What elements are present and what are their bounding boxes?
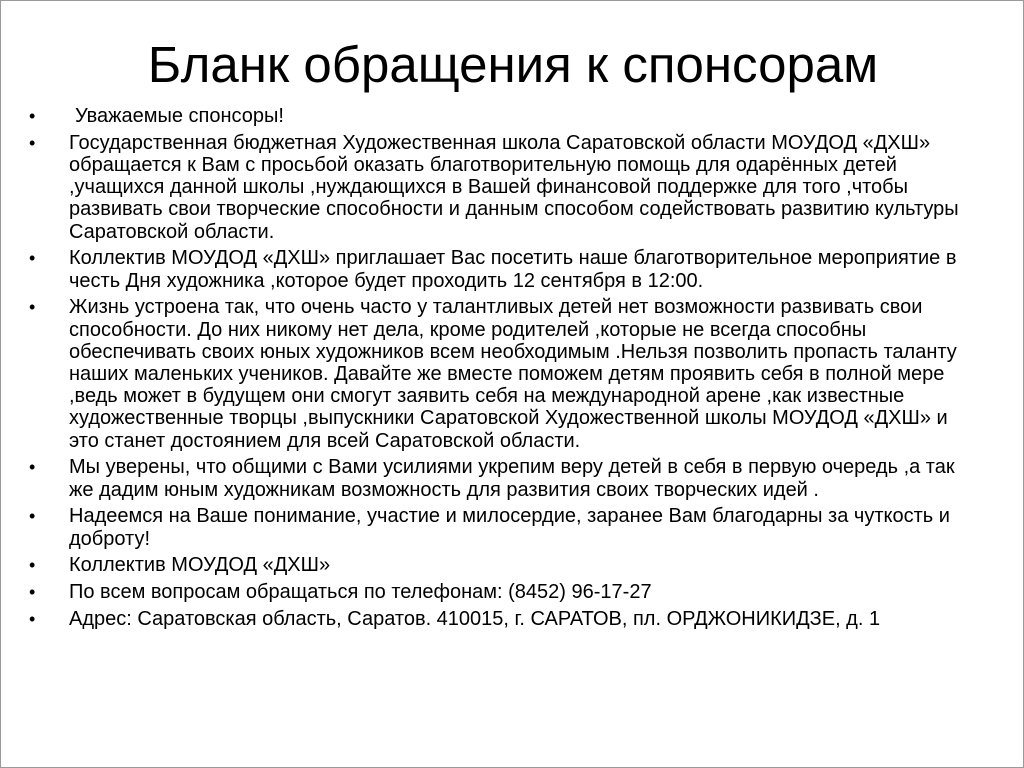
bullet-item-gratitude: [29, 505, 979, 549]
bullet-icon: •: [29, 106, 36, 126]
bullet-item-invitation: [29, 247, 979, 291]
bullet-icon: •: [29, 248, 36, 269]
bullet-text: Надеемся на Ваше понимание, участие и милосердие, заранее Вам благодарны за чуткость и доброту!: [69, 505, 950, 550]
bullet-text: Коллектив МОУДОД «ДХШ» приглашает Вас посетить наше благотворительное мероприятие в честь Дня художника ,которое будет проходить 12 сентября в 12:00.: [69, 247, 957, 292]
bullet-item-request: [29, 132, 979, 243]
bullet-text: Государственная бюджетная Художественная школа Саратовской области МОУДОД «ДХШ» обращается к Вам с просьбой оказать благотворительную помощь для одарённых детей ,учащихся данной школы ,нуждающихся в Вашей финансовой поддержке для того ,чтобы развивать свои творческие способности и данным способом содействовать развитию культуры Саратовской области.: [69, 131, 959, 243]
bullet-text: Адрес: Саратовская область, Саратов. 410015, г. САРАТОВ, пл. ОРДЖОНИКИДЗЕ, д. 1: [69, 608, 881, 631]
bullet-item-appeal: [29, 296, 979, 451]
bullet-icon: •: [29, 297, 36, 318]
bullet-icon: •: [29, 506, 36, 527]
slide-title: Бланк обращения к спонсорам: [147, 36, 879, 93]
bullet-icon: •: [29, 582, 36, 603]
bullet-icon: •: [29, 132, 36, 153]
bullet-text: Коллектив МОУДОД «ДХШ»: [69, 554, 331, 577]
bullet-text: По всем вопросам обращаться по телефонам: (8452) 96-17-27: [69, 581, 652, 604]
bullet-item-phone: [29, 581, 979, 603]
bullet-item-signature: [29, 554, 979, 576]
bullet-text: Уважаемые спонсоры!: [75, 105, 284, 127]
bullet-item-greeting: [29, 105, 979, 127]
bullet-icon: •: [29, 609, 36, 630]
bullet-list: [29, 105, 979, 635]
bullet-icon: •: [29, 457, 36, 478]
bullet-item-address: [29, 608, 979, 630]
bullet-icon: •: [29, 555, 36, 576]
bullet-text: Жизнь устроена так, что очень часто у талантливых детей нет возможности развивать свои способности. До них никому нет дела, кроме родителей ,которые не всегда способны обеспечивать своих юных художников всем необходимым .Нельзя позволить пропасть таланту наших маленьких учеников. Давайте же вместе поможем детям проявить себя в полной мере ,ведь может в будущем они смогут заявить себя на международной арене ,как известные художественные творцы ,выпускники Саратовской Художественной школы МОУДОД «ДХШ» и это станет достоянием для всей Саратовской области.: [69, 296, 957, 452]
bullet-item-confidence: [29, 456, 979, 500]
bullet-text: Мы уверены, что общими с Вами усилиями укрепим веру детей в себя в первую очередь ,а так же дадим юным художникам возможность для развития своих творческих идей .: [69, 456, 955, 501]
